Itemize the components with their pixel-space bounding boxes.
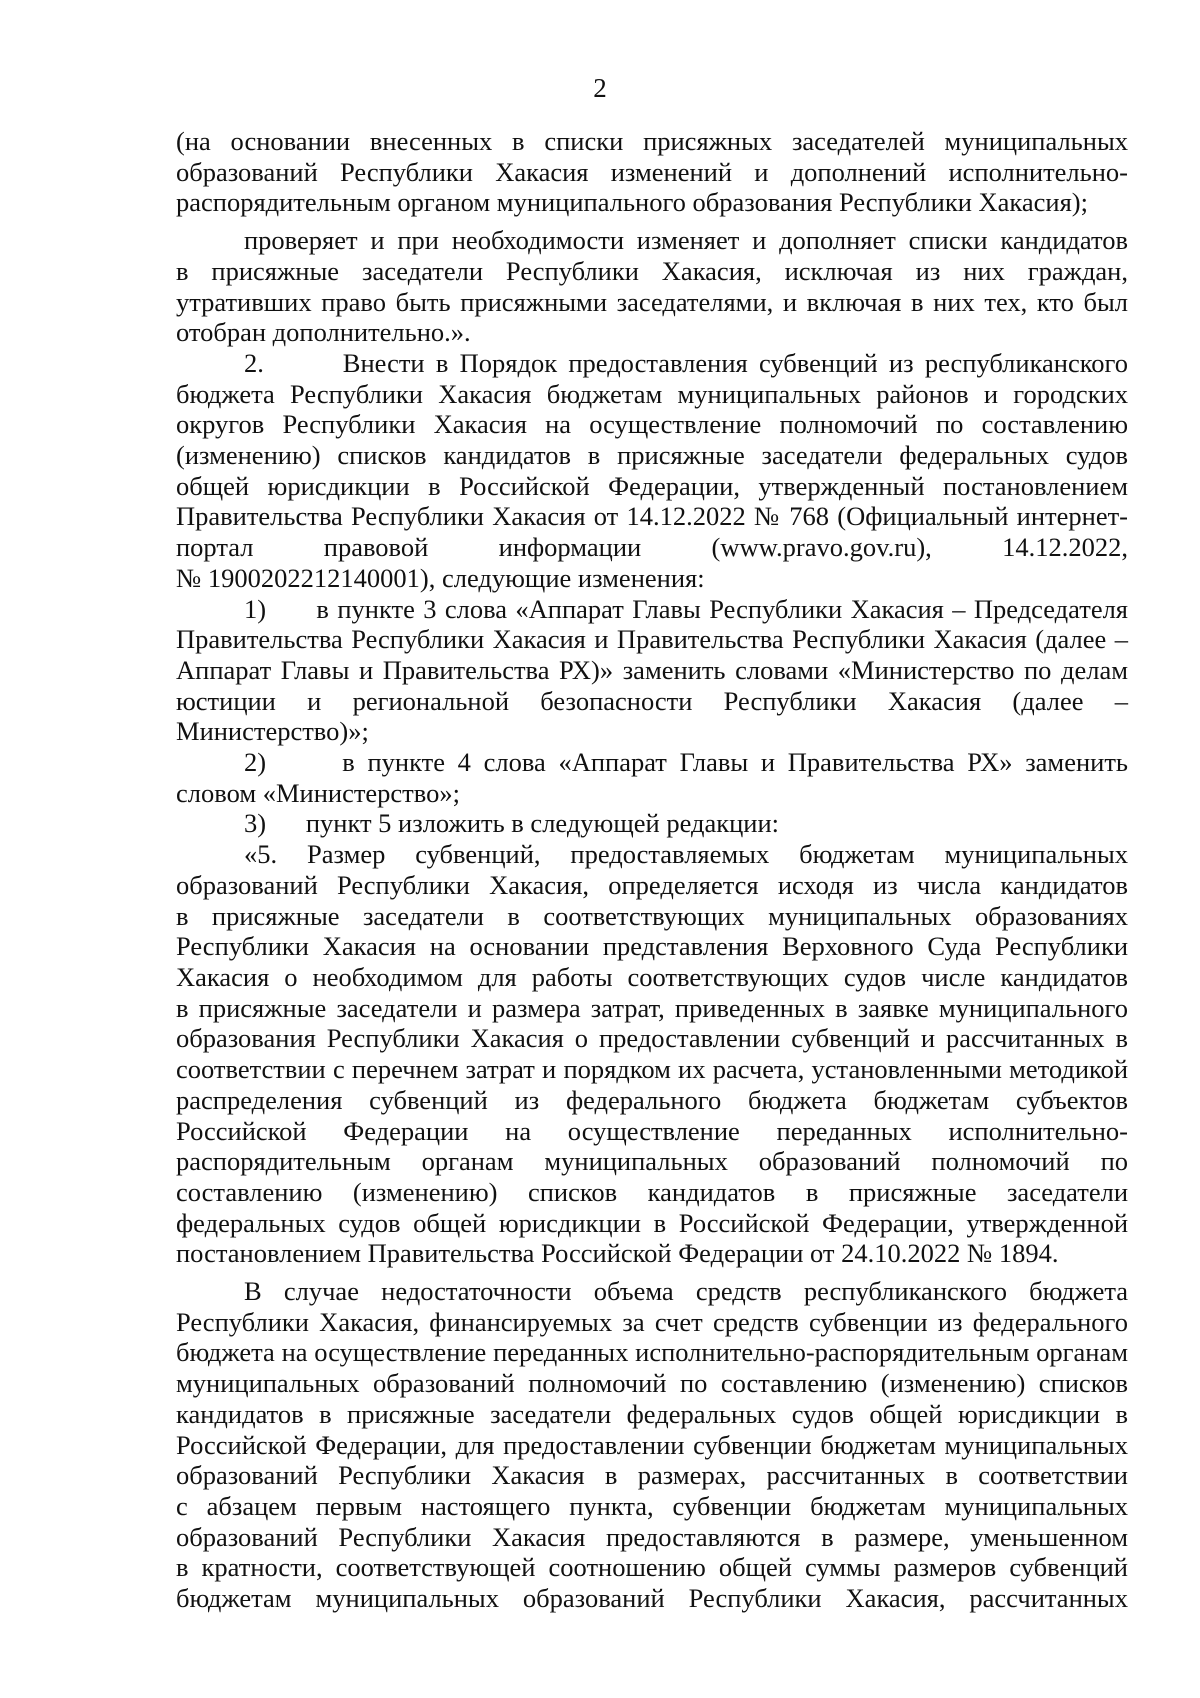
text-line: «5. Размер субвенций, предоставляемых бюджетам муниципальных	[244, 839, 1128, 870]
text-line: образований Республики Хакасия предоставляются в размере, уменьшенном	[176, 1521, 1128, 1552]
text-line: федеральных судов общей юрисдикции в Российской Федерации, утвержденной	[176, 1207, 1128, 1238]
paragraph-subitem-2	[176, 747, 1128, 808]
text-line: округов Республики Хакасия на осуществление полномочий по составлению	[176, 409, 1128, 440]
text-line: в присяжные заседатели в соответствующих муниципальных образованиях	[176, 900, 1128, 931]
paragraph-check-lists	[176, 225, 1128, 348]
text-line: Республики Хакасия, финансируемых за счет средств субвенции из федерального	[176, 1306, 1128, 1337]
text-line: словом «Министерство»;	[176, 777, 460, 808]
text-line: отобран дополнительно.».	[176, 317, 471, 348]
text-line: Хакасия о необходимом для работы соответствующих судов числе кандидатов	[176, 961, 1128, 992]
text-line: 2) в пункте 4 слова «Аппарат Главы и Правительства РХ» заменить	[244, 747, 1128, 778]
paragraph-continuation	[176, 126, 1128, 218]
text-line: портал правовой информации (www.pravo.gov.ru), 14.12.2022,	[176, 532, 1128, 563]
text-line: бюджетам муниципальных образований Республики Хакасия, рассчитанных	[176, 1583, 1128, 1614]
text-line: образований Республики Хакасия в размерах, рассчитанных в соответствии	[176, 1460, 1128, 1491]
text-line: бюджета Республики Хакасия бюджетам муниципальных районов и городских	[176, 378, 1128, 409]
text-line: (изменению) списков кандидатов в присяжные заседатели федеральных судов	[176, 440, 1128, 471]
text-line: 3) пункт 5 изложить в следующей редакции:	[244, 808, 780, 839]
paragraph-insufficiency	[176, 1276, 1128, 1614]
text-line: в кратности, соответствующей соотношению общей суммы размеров субвенций	[176, 1552, 1128, 1583]
text-line: Российской Федерации, для предоставлении субвенции бюджетам муниципальных	[176, 1429, 1128, 1460]
text-line: Министерство)»;	[176, 716, 369, 747]
paragraph-subitem-1	[176, 594, 1128, 748]
text-line: проверяет и при необходимости изменяет и дополняет списки кандидатов	[244, 225, 1128, 256]
text-line: в присяжные заседатели Республики Хакасия, исключая из них граждан,	[176, 255, 1128, 286]
text-line: составлению (изменению) списков кандидатов в присяжные заседатели	[176, 1176, 1128, 1207]
text-line: Правительства Республики Хакасия от 14.12.2022 № 768 (Официальный интернет-	[176, 501, 1128, 532]
document-body	[176, 126, 1128, 1614]
paragraph-subitem-3	[176, 808, 1128, 839]
text-line: (на основании внесенных в списки присяжных заседателей муниципальных	[176, 126, 1128, 156]
text-line: образования Республики Хакасия о предоставлении субвенций и рассчитанных в	[176, 1023, 1128, 1054]
paragraph-item-5-text	[176, 839, 1128, 1269]
text-line: 2. Внести в Порядок предоставления субвенций из республиканского	[244, 347, 1128, 378]
text-line: утративших право быть присяжными заседателями, и включая в них тех, кто был	[176, 286, 1128, 317]
text-line: соответствии с перечнем затрат и порядком их расчета, установленными методикой	[176, 1054, 1128, 1085]
text-line: В случае недостаточности объема средств республиканского бюджета	[244, 1276, 1128, 1307]
text-line: Российской Федерации на осуществление переданных исполнительно-	[176, 1115, 1128, 1146]
text-line: Республики Хакасия на основании представления Верховного Суда Республики	[176, 931, 1128, 962]
text-line: общей юрисдикции в Российской Федерации, утвержденный постановлением	[176, 470, 1128, 501]
text-line: Правительства Республики Хакасия и Правительства Республики Хакасия (далее –	[176, 624, 1128, 655]
text-line: образований Республики Хакасия изменений и дополнений исполнительно-	[176, 156, 1128, 187]
text-line: Аппарат Главы и Правительства РХ)» заменить словами «Министерство по делам	[176, 654, 1128, 685]
text-line: с абзацем первым настоящего пункта, субвенции бюджетам муниципальных	[176, 1490, 1128, 1521]
text-line: № 1900202212140001), следующие изменения:	[176, 562, 705, 593]
text-line: постановлением Правительства Российской Федерации от 24.10.2022 № 1894.	[176, 1238, 1059, 1269]
text-line: 1) в пункте 3 слова «Аппарат Главы Республики Хакасия – Председателя	[244, 593, 1128, 624]
text-line: в присяжные заседатели и размера затрат, приведенных в заявке муниципального	[176, 992, 1128, 1023]
text-line: юстиции и региональной безопасности Республики Хакасия (далее –	[176, 685, 1128, 716]
text-line: муниципальных образований полномочий по составлению (изменению) списков	[176, 1368, 1128, 1399]
text-line: распорядительным органом муниципального образования Республики Хакасия);	[176, 187, 1088, 218]
paragraph-item-2	[176, 348, 1128, 594]
text-line: бюджета на осуществление переданных исполнительно-распорядительным органам	[176, 1337, 1128, 1368]
page-number: 2	[593, 73, 607, 103]
text-line: распорядительным органам муниципальных образований полномочий по	[176, 1146, 1128, 1177]
text-line: образований Республики Хакасия, определяется исходя из числа кандидатов	[176, 869, 1128, 900]
text-line: кандидатов в присяжные заседатели федеральных судов общей юрисдикции в	[176, 1398, 1128, 1429]
text-line: распределения субвенций из федерального бюджета бюджетам субъектов	[176, 1084, 1128, 1115]
